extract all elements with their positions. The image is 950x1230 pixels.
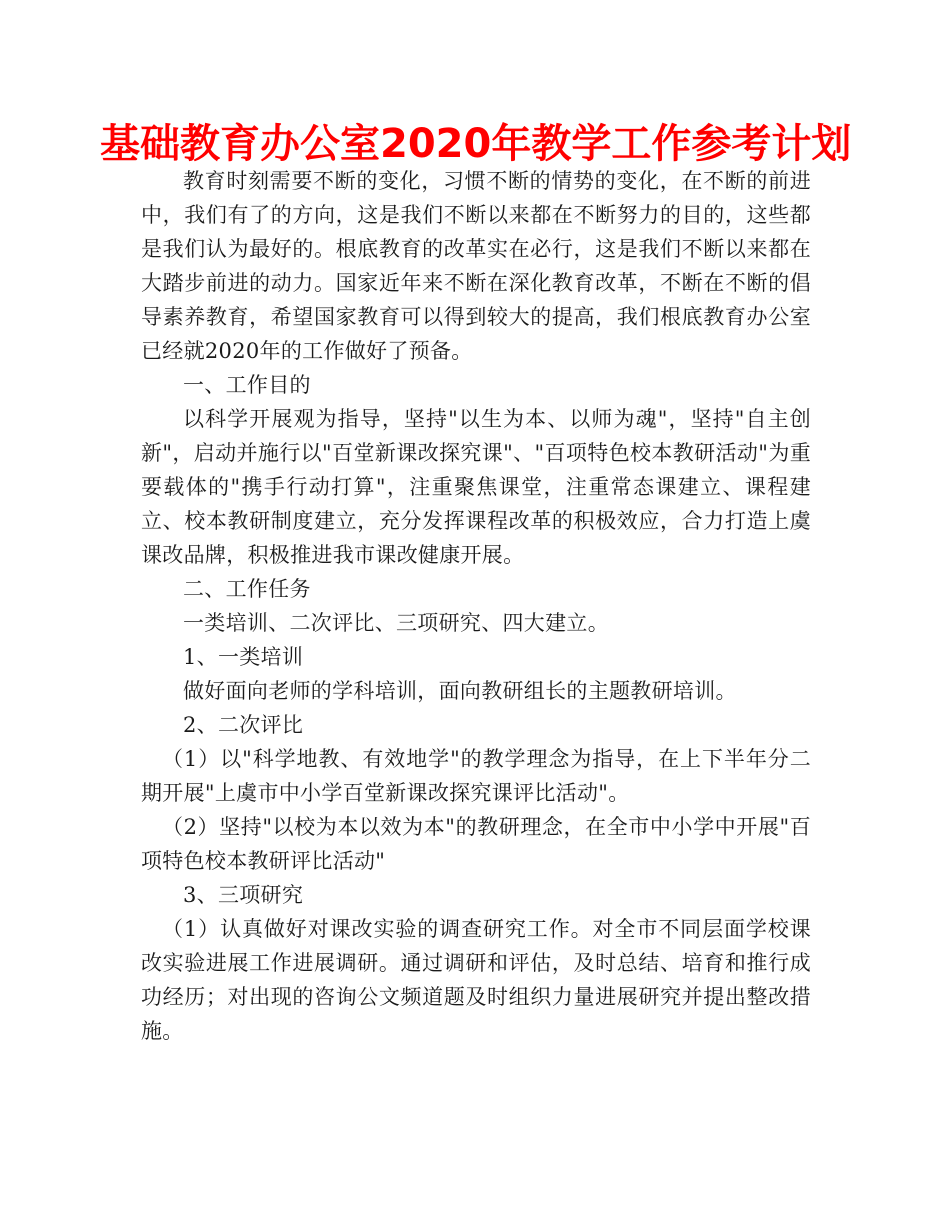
section-heading-tasks: 二、工作任务 bbox=[183, 577, 311, 601]
research-item-1: （1）认真做好对课改实验的调查研究工作。对全市不同层面学校课改实验进展工作进展调研。通过调研和评估，及时总结、培育和推行成功经历；对出现的咨询公文频道题及时组织力量进展研究并提出整改措施。 bbox=[141, 917, 811, 1043]
document-title: 基础教育办公室2020年教学工作参考计划 bbox=[100, 121, 852, 167]
goal-paragraph: 以科学开展观为指导，坚持"以生为本、以师为魂"，坚持"自主创新"，启动并施行以"百堂新课改探究课"、"百项特色校本教研活动"为重要载体的"携手行动打算"，注重聚焦课堂，注重常态课建立、课程建立、校本教研制度建立，充分发挥课程改革的积极效应，合力打造上虞课改品牌，积极推进我市课改健康开展。 bbox=[141, 407, 811, 567]
section-heading-goal: 一、工作目的 bbox=[183, 373, 311, 397]
subheading-research: 3、三项研究 bbox=[183, 883, 304, 907]
training-paragraph: 做好面向老师的学科培训，面向教研组长的主题教研培训。 bbox=[183, 679, 737, 703]
subheading-training: 1、一类培训 bbox=[183, 645, 304, 669]
evaluation-item-1: （1）以"科学地教、有效地学"的教学理念为指导，在上下半年分二期开展"上虞市中小学百堂新课改探究课评比活动"。 bbox=[141, 747, 811, 805]
subheading-evaluation: 2、二次评比 bbox=[183, 713, 304, 737]
tasks-summary: 一类培训、二次评比、三项研究、四大建立。 bbox=[183, 611, 609, 635]
document-body bbox=[141, 164, 811, 1048]
intro-paragraph: 教育时刻需要不断的变化，习惯不断的情势的变化，在不断的前进中，我们有了的方向，这是我们不断以来都在不断努力的目的，这些都是我们认为最好的。根底教育的改革实在必行，这是我们不断以来都在大踏步前进的动力。国家近年来不断在深化教育改革，不断在不断的倡导素养教育，希望国家教育可以得到较大的提高，我们根底教育办公室已经就2020年的工作做好了预备。 bbox=[141, 169, 811, 363]
evaluation-item-2: （2）坚持"以校为本以效为本"的教研理念，在全市中小学中开展"百项特色校本教研评比活动" bbox=[141, 815, 811, 873]
